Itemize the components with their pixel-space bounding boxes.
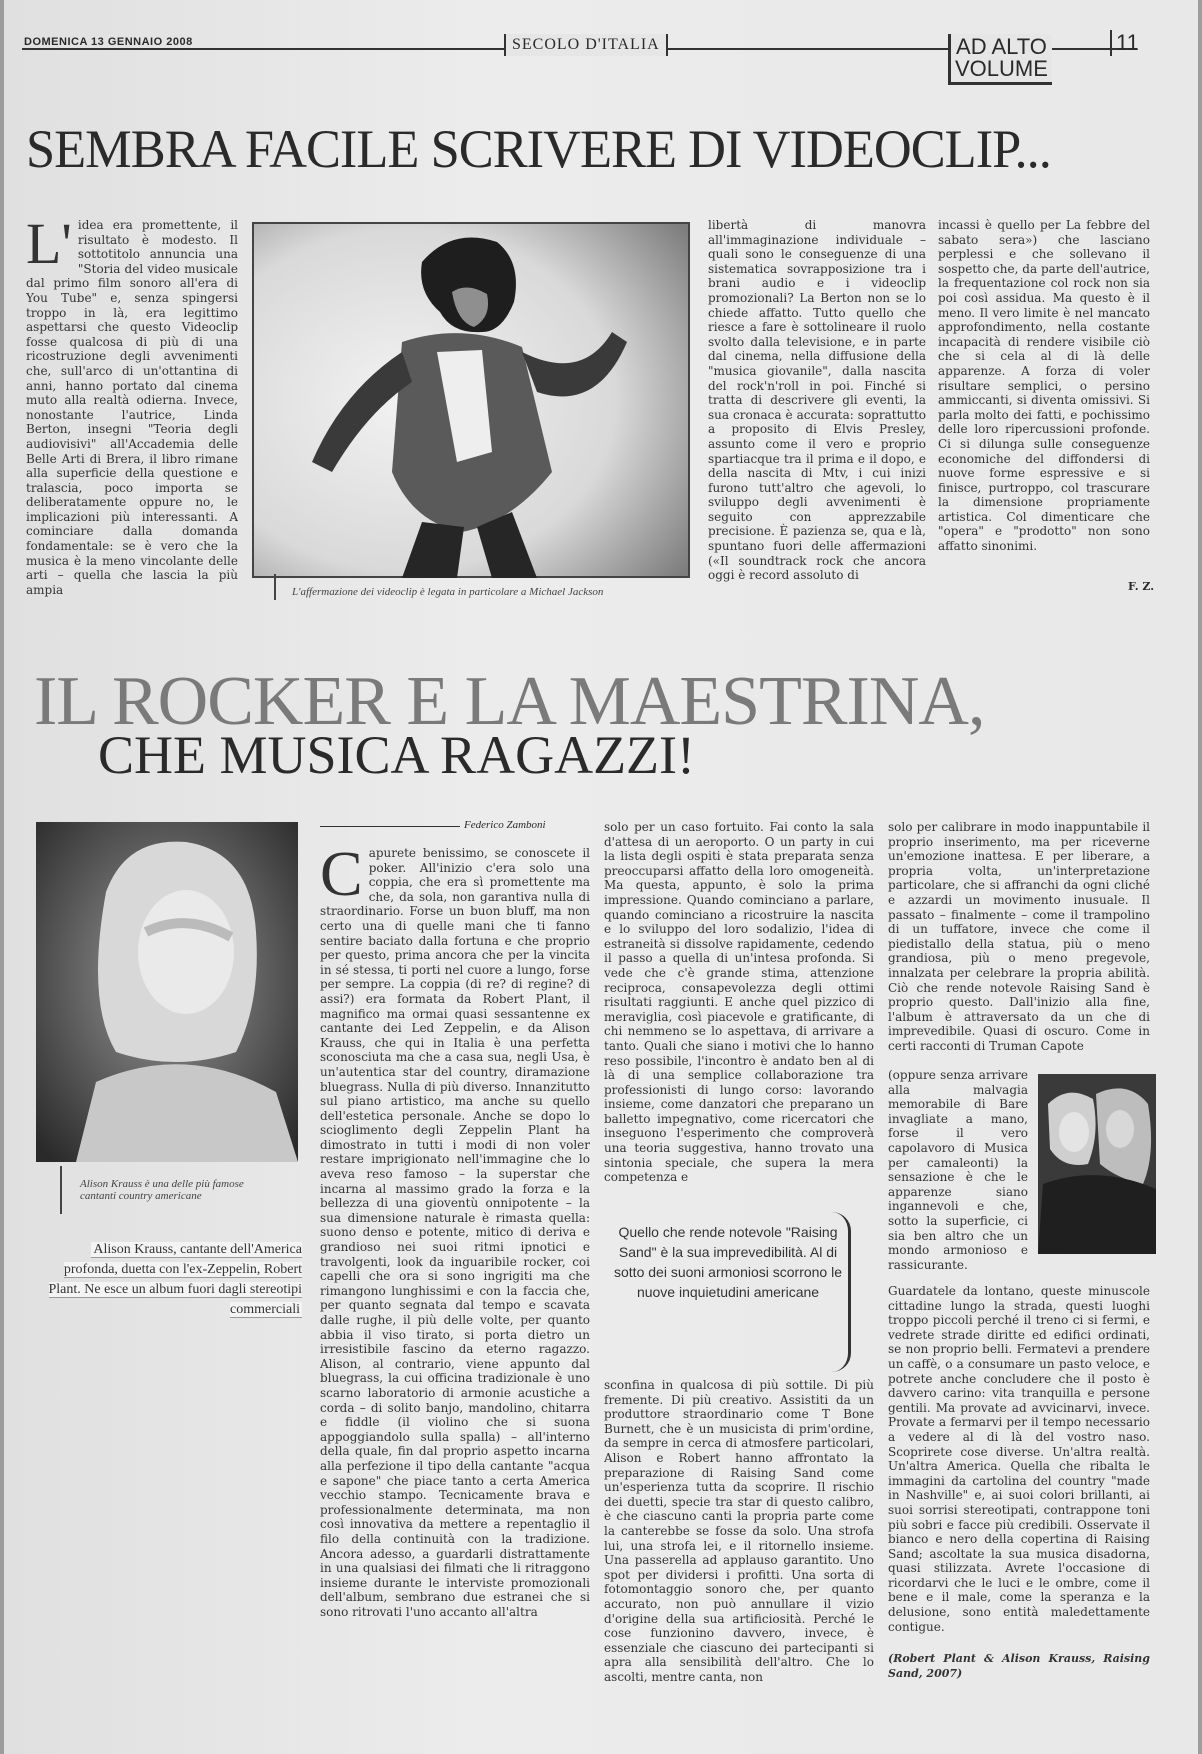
caption-rule-2	[60, 1166, 62, 1214]
article1-column-4: incassi è quello per La febbre del sabato sera») che lasciano perplessi e che sollevano il sospetto che, da parte dell'autrice, la frequentazione col rock non sia poi così assidua. Ma questo è il meno. Il vero limite è nel mancato approfondimento, nella costante incapacità di rendere visibile ciò che si cela al di là delle apparenze. A forza di voler risultare semplici, o persino ammiccanti, si diventa omissivi. Si parla molto dei fatti, e pochissimo delle loro ripercussioni profonde. Ci si dilunga sulle conseguenze economiche del diffondersi di nuove forme espressive e si finisce, purtroppo, col trascurare la dimensione propriamente artistica. Col dimenticare che "opera" e "prodotto" non sono affatto sinonimi.	[938, 218, 1150, 554]
article1-col1-text: idea era promettente, il risultato è modesto. Il sottotitolo annuncia una "Storia del video musicale dal primo film sonoro all'era di You Tube" e, senza spingersi troppo in là, era legittimo aspettarsi che questo Videoclip fosse qualcosa di più di una ricostruzione degli avvenimenti che, sull'arco di un'ottantina di anni, hanno portato dal cinema muto alla realtà odierna. Invece, nonostante l'autrice, Linda Berton, insegni "Teoria degli audiovisivi" all'Accademia delle Belle Arti di Brera, il libro rimane alla superficie della questione e tralascia, poco importa se deliberatamente oppure no, le implicazioni più interessanti. A cominciare dalla domanda fondamentale: se è vero che la musica è la meno vincolante delle arti – quella che lascia la più ampia	[26, 218, 238, 597]
pull-quote: Quello che rende notevole "Raising Sand" è la sua imprevedibilità. Al di sotto dei suoni armoniosi scorrono le nuove inquietudini americane	[614, 1224, 843, 1300]
article1-headline: SEMBRA FACILE SCRIVERE DI VIDEOCLIP...	[26, 119, 1051, 179]
article1-dropcap: L'	[26, 218, 72, 276]
michael-jackson-photo	[252, 222, 690, 578]
alison-krauss-photo-image	[36, 822, 298, 1162]
article2-column-4-top: solo per calibrare in modo inappuntabile il proprio inserimento, ma per riceverne un'emozione inattesa. E per liberare, a propria volta, un'interpretazione particolare, che si affranchi da ogni cliché e azzardi un movimento inusuale. Il passato – finalmente – come il trampolino di un tuffatore, invece che come il piedistallo della statua, più o meno grandiosa, più o meno pregevole, innalzata per celebrare la propria abilità. Ciò che rende notevole Raising Sand è proprio questo. Dall'inizio alla fine, l'album è attraversato da un che di imprevedibile. Quasi di oscuro. Come in certi racconti di Truman Capote	[888, 820, 1150, 1053]
newspaper-name: SECOLO D'ITALIA	[504, 34, 668, 56]
article2-headline: IL ROCKER E LA MAESTRINA,	[34, 663, 985, 740]
article2-col2-text: apurete benissimo, se conoscete il poker. All'inizio c'era solo una coppia, che era sì promettente ma che, da sola, non garantiva nulla di straordinario. Forse un buon bluff, ma non certo una di quelle mani che ti fanno sentire baciato dalla fortuna e che proprio per questo, prima ancora che per la vincita in sé stessa, ti porti nel cuore a lungo, forse per sempre. La coppia (di re? di regine? di assi?) era formata da Robert Plant, il magnifico ma ormai quasi sessantenne ex cantante dei Led Zeppelin, e da Alison Krauss, che qui in Italia è una perfetta sconosciuta ma che a casa sua, negli Usa, è un'autentica star del country, diramazione bluegrass. Nulla di più diverso. Innanzitutto sul piano artistico, ma anche su quello dell'estetica personale. Anche se dopo lo scioglimento degli Zeppelin Plant ha dimostrato in tutti i modi di non voler restare imprigionato nell'immagine che lo aveva reso famoso – la superstar che incarna al massimo grado la forza e la bellezza di una gioventù onnipotente – la sua dimensione naturale è rimasta quella: suono denso e potente, mitico di deriva e grandioso nei suoi ritmi ipnotici e travolgenti, look da inguaribile rocker, coi capelli che ora si sono ingrigiti ma che rimangono lunghissimi e con la faccia che, per quanto segnata dal tempo e scavata dalle rughe, il più delle volte, per quanto abbia il viso tirato, si porta dietro un irresistibile fascino da eterno ragazzo. Alison, al contrario, viene appunto dal bluegrass, la cui officina tradizionale è uno scarno laboratorio di armonie acustiche a corda – di solito banjo, mandolino, chitarra e fiddle (il violino che si suona appoggiandolo sulla spalla) – all'interno della quale, fin dal proprio aspetto incarna alla perfezione il tipo della cantante "acqua e sapone" che piace tanto a certa America vecchio stampo. Tecnicamente brava e professionalmente determinata, ma non così innovativa da mettere a repentaglio il filo della continuità con la tradizione. Ancora adesso, a guardarli distrattamente in una qualsiasi dei filmati che li ritraggono insieme durante le interviste promozionali dell'album, sembrano due estranei che si sono ritrovati l'uno accanto all'altra	[320, 846, 590, 1619]
michael-jackson-photo-image	[252, 222, 690, 578]
article1-signature: F. Z.	[1128, 580, 1155, 593]
article2-subheadline: CHE MUSICA RAGAZZI!	[98, 725, 696, 785]
article2-summary	[44, 1240, 302, 1320]
byline: Federico Zamboni	[464, 819, 546, 831]
plant-krauss-photo	[1038, 1074, 1156, 1254]
section-label	[948, 34, 1052, 85]
section-label-line1: AD ALTO	[956, 34, 1047, 59]
newspaper-page	[4, 0, 1198, 1754]
article2-dropcap: C	[320, 846, 363, 909]
article2-column-4-wrap: (oppure senza arrivare alla malvagia memorabile di Bare invagliate a mano, forse il vero capolavoro di Musica per camaleonti) la sensazione è che le apparenze siano ingannevoli e che, sotto la superficie, ci sia ben altro che un mondo armonioso e rassicurante.	[888, 1068, 1028, 1272]
article1-photo-caption: L'affermazione dei videoclip è legata in particolare a Michael Jackson	[292, 586, 604, 598]
article2-column-3-top: solo per un caso fortuito. Fai conto la sala d'attesa di un aeroporto. O un party in cui la lista degli ospiti è stata preparata senza preoccuparsi affatto della loro omogeneità. Ma questa, appunto, è solo la prima impressione. Quando cominciano a parlare, quando cominciano a ricostruire la nascita e lo sviluppo del loro sodalizio, l'idea di estraneità si dissolve rapidamente, cedendo il passo a quella di un'intesa profonda. Si vede che c'è grande stima, attenzione reciproca, consapevolezza degli ottimi risultati raggiunti. E anche quel pizzico di meraviglia, così piacevole e gratificante, di chi nemmeno se lo aspettava, di arrivare a tanto. Quali che siano i motivi che lo hanno reso possibile, l'incontro è andato ben al di là di una semplice collaborazione tra professionisti di lungo corso: lavorando insieme, come danzatori che preparano un balletto impegnativo, come ricercatori che inseguono l'esperimento che comproverà una teoria suggestiva, hanno trovato una sintonia speciale, che supera la mera competenza e	[604, 820, 874, 1185]
album-credit: (Robert Plant & Alison Krauss, Raising Sand, 2007)	[888, 1652, 1150, 1680]
article2-column-3-bottom: sconfina in qualcosa di più sottile. Di più fremente. Di più creativo. Assistiti da un produttore straordinario come T Bone Burnett, che è un musicista di prim'ordine, da sempre in cerca di atmosfere particolari, Alison e Robert hanno affrontato la preparazione di Raising Sand come un'esperienza tutta da scoprire. Il rischio dei duetti, specie tra star di questo calibro, è che ciascuno canti la propria parte come la canterebbe se fosse da solo. Una strofa lui, una strofa lei, e il ritornello insieme. Una passerella ad applauso garantito. Uno spot per dividersi i profitti. Una sorta di fotomontaggio sonoro che, per quanto accurato, non può annullare il vizio d'origine della sua artificiosità. Perché le cose funzionino davvero, invece, è essenziale che ciascuno dei partecipanti si apra alla sensibilità dell'altro. Che lo ascolti, mentre canta, non	[604, 1378, 874, 1684]
article2-summary-text: Alison Krauss, cantante dell'America profonda, duetta con l'ex-Zeppelin, Robert Plant. Ne esce un album fuori dagli stereotipi commerciali	[48, 1242, 302, 1317]
article2-column-2	[320, 846, 590, 1648]
issue-date: DOMENICA 13 GENNAIO 2008	[24, 36, 193, 48]
pull-quote-bracket	[832, 1212, 851, 1372]
caption-rule	[274, 574, 276, 600]
plant-krauss-photo-image	[1038, 1074, 1156, 1254]
alison-krauss-photo	[36, 822, 298, 1162]
article2-column-4-bottom: Guardatele da lontano, queste minuscole cittadine lungo la strada, questi luoghi troppo piccoli perché il treno ci si fermi, e vedrete strade diritte ed edifici ordinati, se non proprio belli. Fermatevi a prendere un caffè, o a consumare un pasto veloce, e potrete anche concludere che il posto è davvero carino: vita tranquilla e persone gentili. Ma provate ad avvicinarvi, invece. Provate a fermarvi per il tempo necessario a vedere al di là del vostro naso. Scoprirete cose diverse. Un'altra realtà. Un'altra America. Quella che ribalta le immagini da cartolina del country "made in Nashville" e, ai suoi colori brillanti, ai suoi sorrisi stereotipati, contrappone toni più sobri e facce più credibili. Osservate il bianco e nero della copertina di Raising Sand; ascoltate la sua musica disadorna, quasi stilizzata. Avrete l'occasione di ricordarvi che le luci e le ombre, come il bene e il male, come la speranza e la delusione, sono entità maledettamente contigue.	[888, 1284, 1150, 1634]
page-number: 11	[1110, 30, 1139, 56]
alison-photo-caption: Alison Krauss è una delle più famose cantanti country americane	[80, 1178, 244, 1202]
section-label-line2: VOLUME	[955, 56, 1048, 81]
article1-column-1	[26, 218, 238, 603]
article1-column-3: libertà di manovra all'immaginazione individuale – quali sono le conseguenze di una sistematica sovrapposizione tra i brani audio e i videoclip promozionali? La Berton non se lo chiede affatto. Tutto quello che riesce a fare è sottolineare il ruolo svolto dalla televisione, e in parte dal cinema, nella diffusione della "musica giovanile", dalla nascita del rock'n'roll in poi. Finché si tratta di descrivere gli eventi, la sua cronaca è accurata: soprattutto a proposito di Elvis Presley, assunto come il vero e proprio spartiacque tra il prima e il dopo, e della nascita di Mtv, i cui inizi furono tutt'altro che agevoli, lo sviluppo degli avvenimenti è seguito con apprezzabile precisione. È pazienza se, qua e là, spuntano fuori delle affermazioni («Il soundtrack rock che ancora oggi è record assoluto di	[708, 218, 926, 583]
byline-rule	[320, 826, 460, 827]
